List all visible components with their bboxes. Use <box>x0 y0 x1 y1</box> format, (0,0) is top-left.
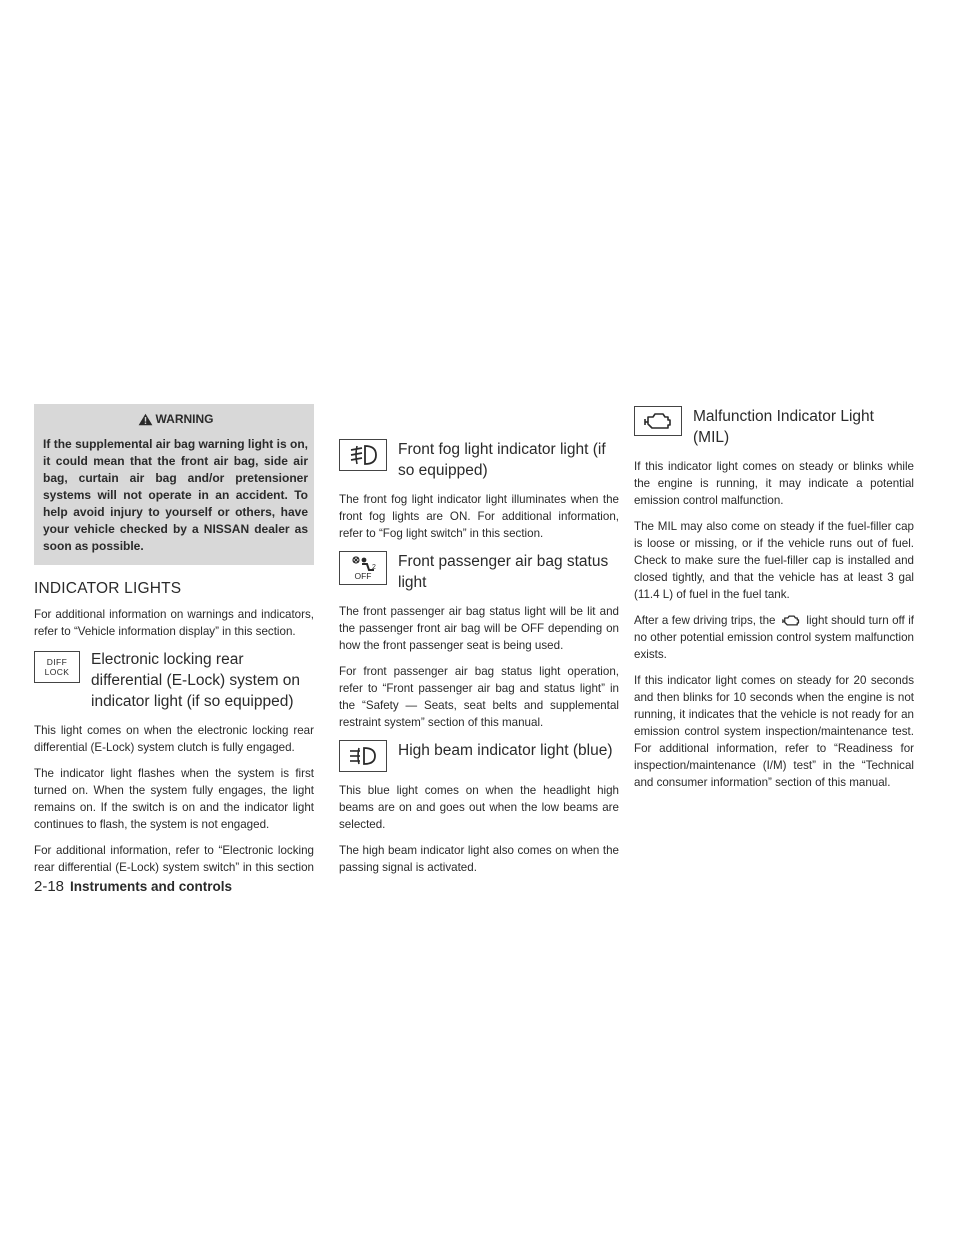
mil-paragraph-3-start: After a few driving trips, the <box>634 614 776 627</box>
airbag-icon-off-label: OFF <box>354 571 372 581</box>
mil-paragraph-3-end: light should turn off if no other potential emission control system malfunction exists. <box>634 614 914 661</box>
section-name: Instruments and controls <box>70 879 233 894</box>
indicator-lights-intro: For additional information on warnings and indicators, refer to “Vehicle information display” in this section. <box>34 608 314 638</box>
column-1 <box>34 404 314 885</box>
svg-text:2: 2 <box>372 564 376 571</box>
fog-title: Front fog light indicator light (if so equipped) <box>398 441 606 479</box>
airbag-paragraph-2: For front passenger air bag status light operation, refer to “Front passenger air bag and status light” in the “Safety — Seats, seat belts and supplemental restraint system” section of this manual. <box>339 665 619 729</box>
mil-paragraph-1: If this indicator light comes on steady or blinks while the engine is running, it may indicate a potential emission control malfunction. <box>634 460 914 507</box>
highbeam-paragraph-2: The high beam indicator light also comes on when the passing signal is activated. <box>339 844 619 874</box>
column-2 <box>339 421 619 885</box>
page-footer <box>34 878 232 895</box>
page-number: 2-18 <box>34 878 65 895</box>
elock-paragraph-1: This light comes on when the electronic locking rear differential (E-Lock) system clutch is fully engaged. <box>34 724 314 754</box>
highbeam-subheading <box>339 740 619 772</box>
diff-lock-icon-line1: DIFF <box>46 657 68 667</box>
fog-paragraph-1: The front fog light indicator light illuminates when the front fog lights are ON. For additional information, refer to “Fog light switch” in this section. <box>339 493 619 540</box>
mil-paragraph-2: The MIL may also come on steady if the fuel-filler cap is loose or missing, or if the vehicle runs out of fuel. Check to make sure the fuel-filler cap is installed and closed tightly, and that the vehicle has at least 3 gal (11.4 L) of fuel in the fuel tank. <box>634 520 914 601</box>
warning-text: If the supplemental air bag warning light is on, it could mean that the front air bag, side air bag, curtain air bag and/or pretensioner systems will not operate in an accident. To help avoid injury to yourself or others, have your vehicle checked by a NISSAN dealer as soon as possible. <box>43 437 308 553</box>
diff-lock-icon-line2: LOCK <box>44 667 70 677</box>
airbag-subheading <box>339 551 619 593</box>
warning-heading <box>43 412 308 426</box>
airbag-title: Front passenger air bag status light <box>398 553 609 591</box>
fog-light-icon <box>339 439 387 471</box>
engine-mil-inline-icon <box>781 614 801 627</box>
warning-triangle-icon <box>138 413 153 426</box>
passenger-airbag-icon <box>339 551 387 585</box>
elock-subheading <box>34 649 314 712</box>
mil-title: Malfunction Indicator Light (MIL) <box>693 408 874 446</box>
highbeam-title: High beam indicator light (blue) <box>398 742 613 759</box>
indicator-lights-heading: INDICATOR LIGHTS <box>34 580 182 597</box>
warning-box <box>34 404 314 565</box>
engine-mil-icon <box>634 406 682 436</box>
elock-paragraph-2: The indicator light flashes when the system is first turned on. When the system fully engages, the light remains on. If the switch is on and the indicator light continues to flash, the system is not engaged. <box>34 767 314 831</box>
highbeam-paragraph-1: This blue light comes on when the headlight high beams are on and goes out when the low beams are selected. <box>339 784 619 831</box>
elock-title: Electronic locking rear differential (E-Lock) system on indicator light (if so equipped) <box>91 651 301 710</box>
mil-subheading <box>634 406 914 448</box>
high-beam-icon <box>339 740 387 772</box>
airbag-paragraph-1: The front passenger air bag status light will be lit and the passenger front air bag will be OFF depending on how the front passenger seat is being used. <box>339 605 619 652</box>
diff-lock-icon <box>34 651 80 683</box>
mil-paragraph-3 <box>634 612 914 663</box>
elock-paragraph-3: For additional information, refer to “Electronic locking rear differential (E-Lock) system switch” in this section <box>34 844 314 874</box>
warning-heading-label: WARNING <box>155 412 214 426</box>
fog-subheading <box>339 439 619 481</box>
column-3 <box>634 404 914 800</box>
mil-paragraph-4: If this indicator light comes on steady for 20 seconds and then blinks for 10 seconds when the engine is not running, it indicates that the vehicle is not ready for an emission control system inspection/maintenance test. For additional information, refer to “Readiness for inspection/maintenance (I/M) test” in the “Technical and consumer information” section of this manual. <box>634 674 914 789</box>
